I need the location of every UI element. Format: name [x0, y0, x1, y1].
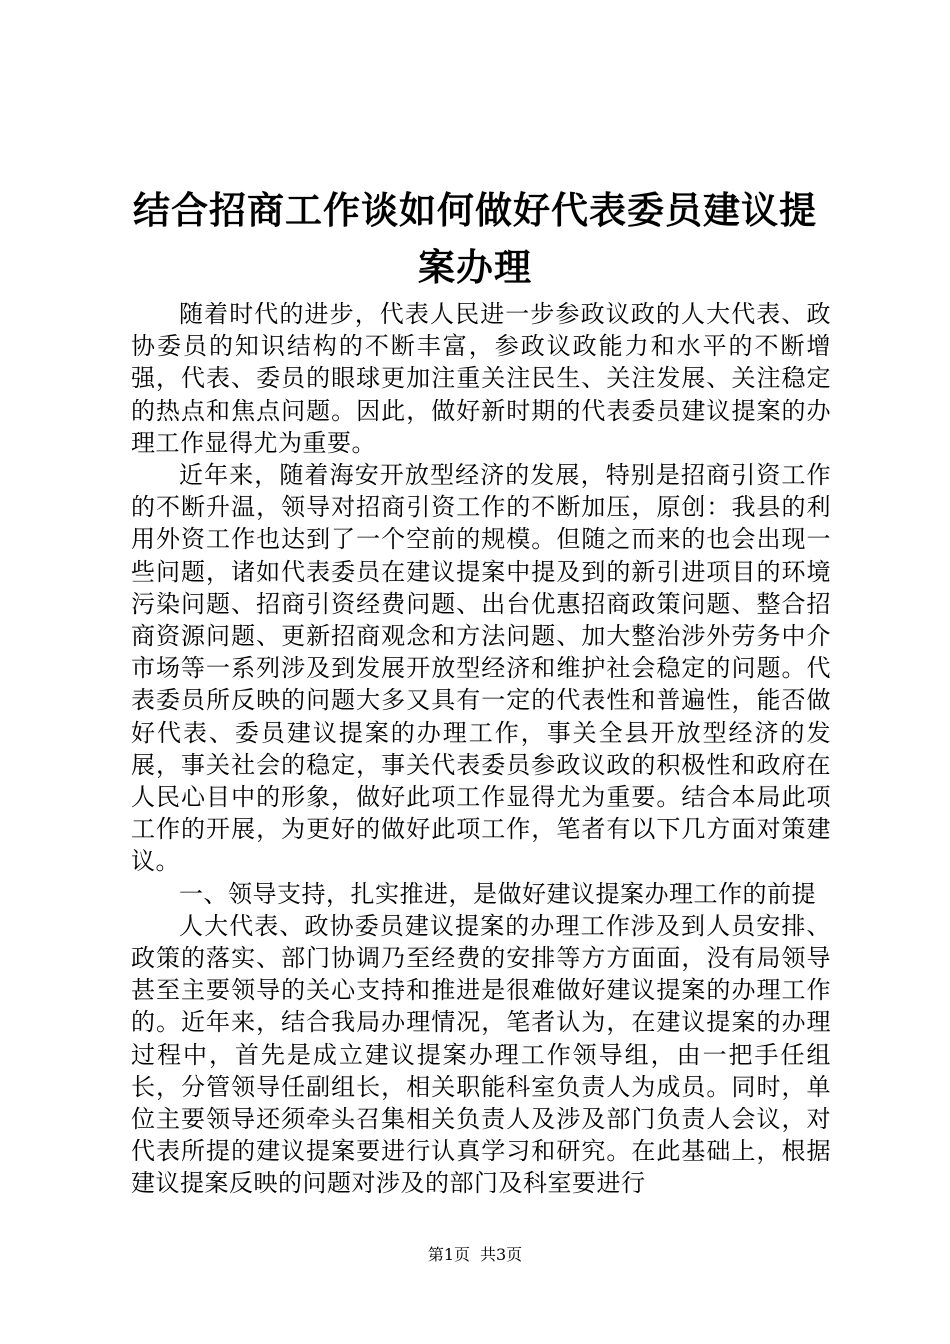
- section-heading: 一、领导支持，扎实推进，是做好建议提案办理工作的前提: [179, 879, 816, 908]
- page-total: 共3页: [480, 1245, 523, 1264]
- document-title: 结合招商工作谈如何做好代表委员建议提案办理: [133, 188, 817, 289]
- paragraph: 近年来，随着海安开放型经济的发展，特别是招商引资工作的不断升温，领导对招商引资工作的不断加压，原创：我县的利用外资工作也达到了一个空前的规模。但随之而来的也会出现一些问题，诸如代表委员在建议提案中提及到的新引进项目的环境污染问题、招商引资经费问题、出台优惠招商政策问题、整合招商资源问题、更新招商观念和方法问题、加大整治涉外劳务中介市场等一系列涉及到发展开放型经济和维护社会稳定的问题。代表委员所反映的问题大多又具有一定的代表性和普遍性，能否做好代表、委员建议提案的办理工作，事关全县开放型经济的发展，事关社会的稳定，事关代表委员参政议政的积极性和政府在人民心目中的形象，做好此项工作显得尤为重要。结合本局此项工作的开展，为更好的做好此项工作，笔者有以下几方面对策建议。: [131, 461, 831, 876]
- page-footer: [0, 1245, 950, 1265]
- paragraph: 人大代表、政协委员建议提案的办理工作涉及到人员安排、政策的落实、部门协调乃至经费的安排等方方面面，没有局领导甚至主要领导的关心支持和推进是很难做好建议提案的办理工作的。近年来，结合我局办理情况，笔者认为，在建议提案的办理过程中，首先是成立建议提案办理工作领导组，由一把手任组长，分管领导任副组长，相关职能科室负责人为成员。同时，单位主要领导还须牵头召集相关负责人及涉及部门负责人会议，对代表所提的建议提案要进行认真学习和研究。在此基础上，根据建议提案反映的问题对涉及的部门及科室要进行: [131, 911, 831, 1198]
- page-number: 第1页: [427, 1245, 470, 1264]
- document-body: [131, 298, 831, 1200]
- paragraph: 随着时代的进步，代表人民进一步参政议政的人大代表、政协委员的知识结构的不断丰富，参政议政能力和水平的不断增强，代表、委员的眼球更加注重关注民生、关注发展、关注稳定的热点和焦点问题。因此，做好新时期的代表委员建议提案的办理工作显得尤为重要。: [131, 300, 831, 457]
